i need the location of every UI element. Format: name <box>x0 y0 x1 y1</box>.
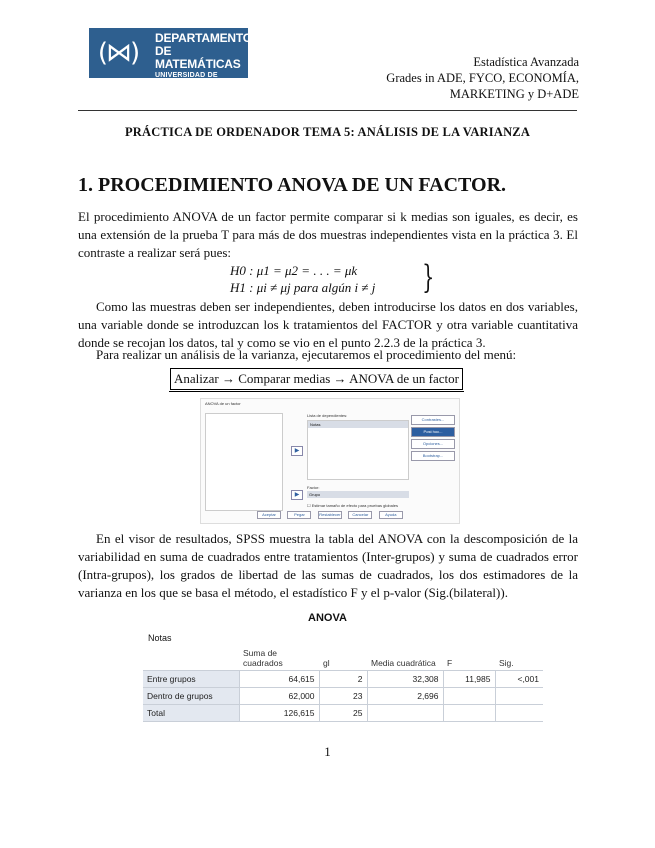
move-to-dependent-arrow-icon[interactable]: ▶ <box>291 446 303 456</box>
practica-title: PRÁCTICA DE ORDENADOR TEMA 5: ANÁLISIS DE LA VARIANZA <box>124 125 531 139</box>
dialog-bottom-buttons <box>257 503 405 521</box>
anova-dialog-screenshot <box>200 398 460 524</box>
anova-variable-name: Notas <box>148 633 172 643</box>
effect-size-label: Estimar tamaño de efecto para pruebas globales <box>311 503 398 508</box>
menu-path-box: Analizar → Comparar medias → ANOVA de un factor <box>170 368 463 390</box>
bootstrap-button[interactable]: Bootstrap... <box>411 451 455 461</box>
dialog-side-buttons <box>411 415 455 463</box>
null-hypothesis: H0 : μ1 = μ2 = . . . = μk <box>230 263 358 278</box>
table-row <box>143 705 543 722</box>
paragraph-variables: Como las muestras deben ser independientes, deben introducirse los datos en dos variables, una variable donde se introduzcan los k tratamientos del FACTOR y otra variable cuantitativa donde se recojan los datos, tal y como se vio en el punto 2.2.3 de la práctica 3. <box>78 299 578 350</box>
dependent-list[interactable] <box>307 420 409 480</box>
anova-header-row <box>143 646 543 671</box>
right-brace-icon: } <box>422 258 435 296</box>
options-button[interactable]: Opciones... <box>411 439 455 449</box>
section-title: 1. PROCEDIMIENTO ANOVA DE UN FACTOR. <box>78 174 507 196</box>
table-row <box>143 671 543 688</box>
anova-table-title: ANOVA <box>308 612 347 624</box>
header-divider <box>78 110 577 111</box>
factor-label: Factor: <box>307 485 320 490</box>
row-label: Total <box>143 705 239 722</box>
cell-mean-square: 32,308 <box>367 671 443 688</box>
table-row <box>143 688 543 705</box>
row-label: Entre grupos <box>143 671 239 688</box>
logo-line-1: DEPARTAMENTO <box>155 31 252 45</box>
header-sig: Sig. <box>499 658 514 668</box>
reset-button[interactable]: Restablecer <box>319 512 341 517</box>
post-hoc-button[interactable]: Post hoc... <box>411 427 455 437</box>
anova-table <box>143 646 543 722</box>
paste-button[interactable]: Pegar <box>287 511 311 519</box>
contrasts-button[interactable]: Contrastes... <box>411 415 455 425</box>
dependent-item[interactable]: Notas <box>308 421 408 428</box>
course-line-2: Grades in ADE, FYCO, ECONOMÍA, <box>386 71 579 85</box>
header-mean-square: Media cuadrática <box>371 658 436 668</box>
cell-f: 11,985 <box>443 671 495 688</box>
course-info <box>386 54 579 102</box>
dependent-list-label: Lista de dependientes: <box>307 413 348 418</box>
cell-mean-square <box>367 705 443 722</box>
cell-sig: <,001 <box>495 671 543 688</box>
paragraph-menu-intro: Para realizar un análisis de la varianza, ejecutaremos el procedimiento del menú: <box>96 347 517 362</box>
header-f: F <box>447 658 453 668</box>
cell-sig <box>495 705 543 722</box>
logo-line-2: DE MATEMÁTICAS <box>155 44 241 71</box>
alternative-hypothesis: H1 : μi ≠ μj para algún i ≠ j <box>230 280 376 295</box>
cancel-button[interactable]: Cancelar <box>348 511 372 519</box>
cell-sig <box>495 688 543 705</box>
course-line-1: Estadística Avanzada <box>473 55 579 69</box>
logo-line-3: UNIVERSIDAD DE ALMERÍA <box>155 72 218 89</box>
cell-mean-square: 2,696 <box>367 688 443 705</box>
factor-field[interactable]: Grupo <box>307 491 409 498</box>
ok-button[interactable]: Aceptar <box>257 511 281 519</box>
paragraph-results: En el visor de resultados, SPSS muestra la tabla del ANOVA con la descomposición de la variabilidad en suma de cuadrados entre tratamientos (Inter-grupos) y suma de cuadrados error (Intra-grupos), los grados de libertad de las sumas de cuadrados, los dos estimadores de la varianza en los que se basa el método, el estadístico F y el p-valor (Sig.(bilateral)). <box>78 531 578 600</box>
cell-sum-of-squares: 64,615 <box>239 671 319 688</box>
source-variable-list <box>205 413 283 511</box>
cell-sum-of-squares: 62,000 <box>239 688 319 705</box>
cell-df: 23 <box>319 688 367 705</box>
cell-sum-of-squares: 126,615 <box>239 705 319 722</box>
cell-f <box>443 688 495 705</box>
move-to-factor-arrow-icon[interactable]: ▶ <box>291 490 303 500</box>
dialog-title: ANOVA de un factor <box>205 401 241 406</box>
cell-f <box>443 705 495 722</box>
header-df: gl <box>323 658 330 668</box>
effect-size-checkbox[interactable]: ☐ Estimar tamaño de efecto para pruebas globales <box>307 503 398 508</box>
row-label: Dentro de grupos <box>143 688 239 705</box>
cell-df: 25 <box>319 705 367 722</box>
page-number: 1 <box>324 744 331 759</box>
logo-text <box>155 32 252 91</box>
cell-df: 2 <box>319 671 367 688</box>
header-empty <box>143 646 239 671</box>
university-logo <box>89 28 252 89</box>
help-button[interactable]: Ayuda <box>379 511 403 519</box>
header-sum-of-squares: Suma de cuadrados <box>243 648 283 668</box>
paragraph-intro: El procedimiento ANOVA de un factor permite comparar si k medias son iguales, es decir, es una extensión de la prueba T para más de dos muestras independientes vista en la práctica 3. El contraste a realizar será pues: <box>78 209 578 260</box>
logo-mark-icon: (⋈) <box>97 38 139 68</box>
course-line-3: MARKETING y D+ADE <box>449 87 579 101</box>
hypothesis-equation <box>230 262 375 296</box>
